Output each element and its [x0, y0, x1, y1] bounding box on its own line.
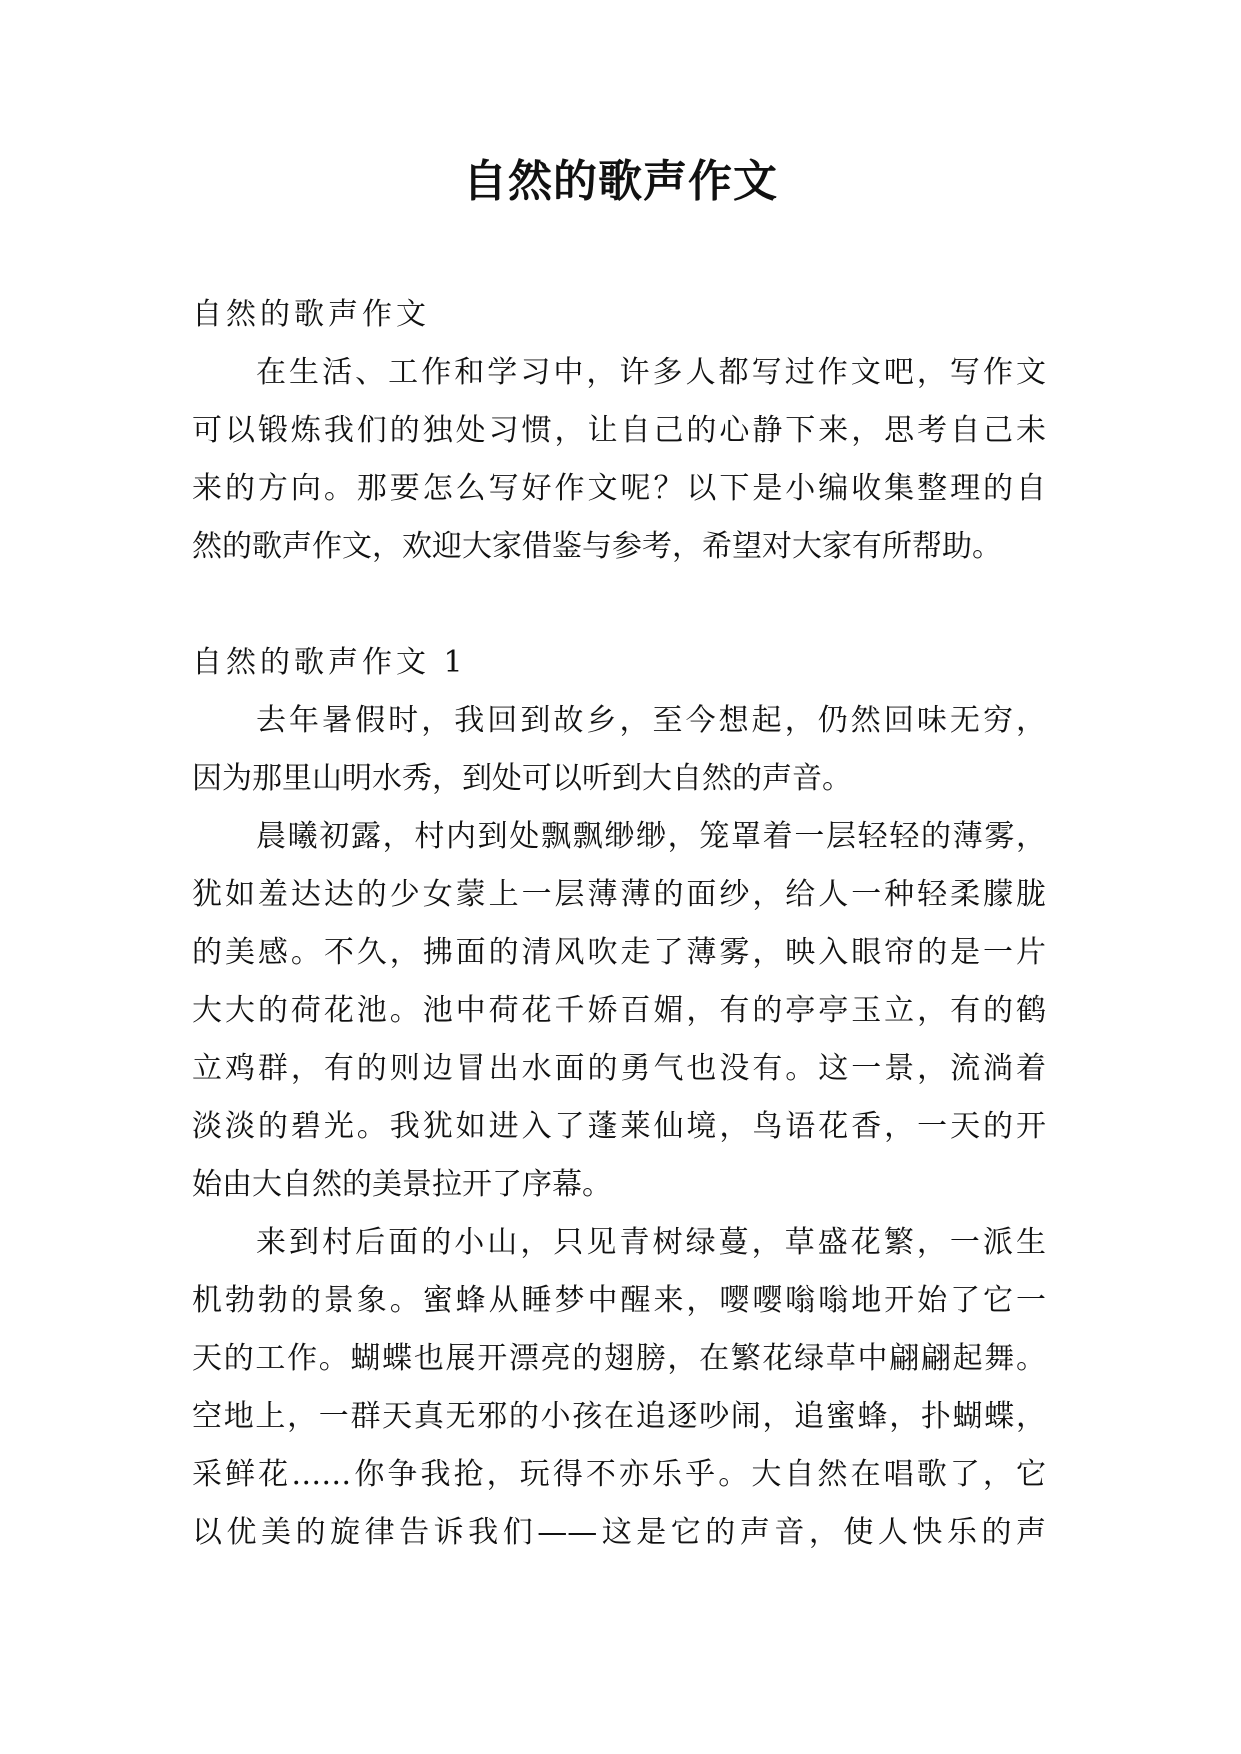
document-body — [192, 286, 1046, 1562]
paragraph-line: 犹如羞达达的少女蒙上一层薄薄的面纱，给人一种轻柔朦胧 — [192, 877, 1046, 912]
paragraph-line: 大大的荷花池。池中荷花千娇百媚，有的亭亭玉立，有的鹤 — [192, 993, 1046, 1028]
paragraph-line: 来到村后面的小山，只见青树绿蔓，草盛花繁，一派生 — [256, 1225, 1046, 1260]
paragraph-line: 立鸡群，有的则边冒出水面的勇气也没有。这一景，流淌着 — [192, 1051, 1046, 1086]
paragraph-line: 空地上，一群天真无邪的小孩在追逐吵闹，追蜜蜂，扑蝴蝶， — [192, 1399, 1046, 1434]
paragraph-line: 始由大自然的美景拉开了序幕。 — [192, 1167, 612, 1202]
intro-heading: 自然的歌声作文 — [192, 297, 430, 332]
intro-paragraph — [192, 344, 1046, 576]
paragraph-line: 然的歌声作文，欢迎大家借鉴与参考，希望对大家有所帮助。 — [192, 529, 1002, 564]
essay-paragraph-1 — [192, 692, 1046, 808]
paragraph-line: 天的工作。蝴蝶也展开漂亮的翅膀，在繁花绿草中翩翩起舞。 — [192, 1341, 1046, 1376]
paragraph-line: 去年暑假时，我回到故乡，至今想起，仍然回味无穷， — [256, 703, 1046, 738]
paragraph-line: 因为那里山明水秀，到处可以听到大自然的声音。 — [192, 761, 852, 796]
paragraph-line: 在生活、工作和学习中，许多人都写过作文吧，写作文 — [256, 355, 1046, 390]
paragraph-line: 的美感。不久，拂面的清风吹走了薄雾，映入眼帘的是一片 — [192, 935, 1046, 970]
paragraph-line: 晨曦初露，村内到处飘飘缈缈，笼罩着一层轻轻的薄雾， — [256, 819, 1046, 854]
essay-paragraph-3 — [192, 1214, 1046, 1562]
essay-heading: 自然的歌声作文 1 — [192, 645, 467, 680]
section-spacer — [192, 576, 1046, 634]
paragraph-line: 可以锻炼我们的独处习惯，让自己的心静下来，思考自己未 — [192, 413, 1046, 448]
document-title: 自然的歌声作文 — [463, 156, 778, 207]
paragraph-line: 淡淡的碧光。我犹如进入了蓬莱仙境，鸟语花香，一天的开 — [192, 1109, 1046, 1144]
paragraph-line: 机勃勃的景象。蜜蜂从睡梦中醒来，嘤嘤嗡嗡地开始了它一 — [192, 1283, 1046, 1318]
essay-paragraph-2 — [192, 808, 1046, 1214]
paragraph-line: 来的方向。那要怎么写好作文呢？以下是小编收集整理的自 — [192, 471, 1046, 506]
paragraph-line: 以优美的旋律告诉我们——这是它的声音，使人快乐的声 — [192, 1515, 1046, 1550]
paragraph-line: 采鲜花……你争我抢，玩得不亦乐乎。大自然在唱歌了，它 — [192, 1457, 1046, 1492]
